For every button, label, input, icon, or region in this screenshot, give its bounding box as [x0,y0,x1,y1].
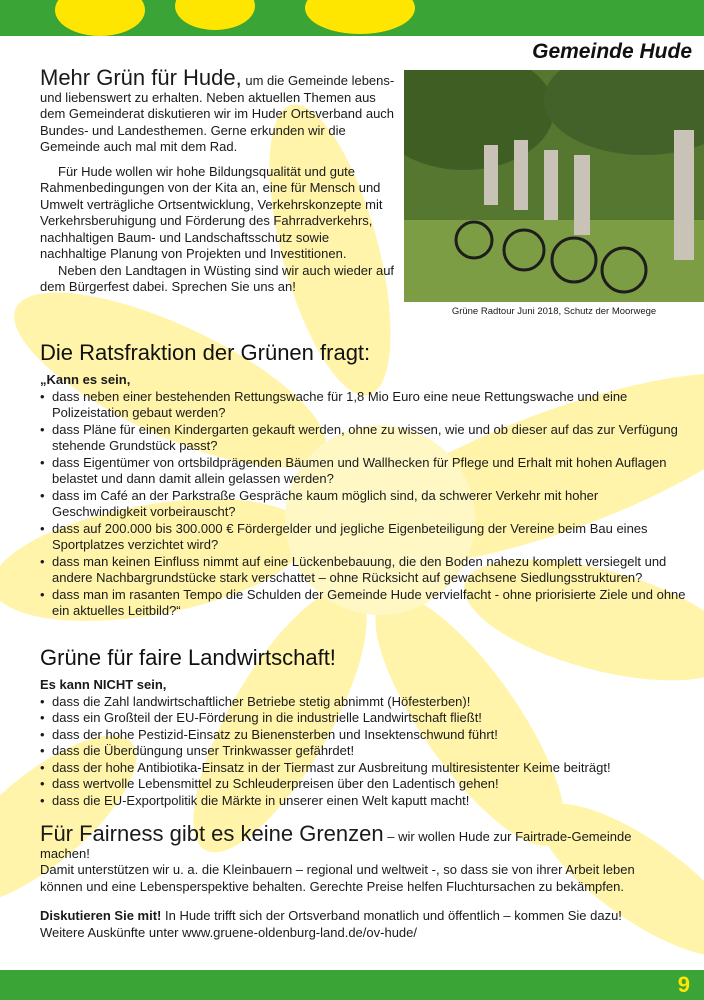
contact-line-1 [40,908,680,925]
photo-illustration [404,70,704,302]
fairness-heading: Für Fairness gibt es keine Grenzen [40,821,384,846]
ratsfraktion-section [40,340,690,620]
top-green-bar [0,0,704,36]
contact-section [40,908,680,941]
intro-heading: Mehr Grün für Hude, [40,65,242,90]
list-item: • dass man im rasanten Tempo die Schulden der Gemeinde Hude vervielfacht - ohne priorisierte Ziele und ohne ein aktuelles Leitbild?“ [40,587,690,620]
landwirtschaft-list [40,694,690,810]
list-item: • dass neben einer bestehenden Rettungswache für 1,8 Mio Euro eine neue Rettungswache und eine Polizeistation gebaut werden? [40,389,690,422]
bottom-green-bar [0,970,704,1000]
contact-text: In Hude trifft sich der Ortsverband monatlich und öffentlich – kommen Sie dazu! [161,908,622,923]
photo-caption: Grüne Radtour Juni 2018, Schutz der Moorwege [451,306,657,317]
intro-lead-text: um die Gemeinde lebens- und liebenswert zu erhalten. Neben aktuellen Themen aus dem Gemeinderat diskutieren wir im Huder Ortsverband auch Bundes- und Landesthemen. Gerne erkunden wir die Gemeinde auch mal mit dem Rad. [40,73,395,154]
fairness-heading-tail: – wir wollen Hude zur Fairtrade-Gemeinde machen! [40,829,632,861]
top-yellow-petals [0,0,704,36]
list-item: • dass Eigentümer von ortsbildprägenden Bäumen und Wallhecken für Pflege und Erhalt mit hohen Auflagen belastet und dann damit allein gelassen werden? [40,455,690,488]
list-item: • dass der hohe Antibiotika-Einsatz in der Tiermast zur Ausbreitung multiresistenter Keime beiträgt! [40,760,690,777]
fairness-heading-line [40,821,665,862]
bike-tour-photo [404,70,704,302]
intro-paragraph-1 [40,65,396,156]
list-item: • dass Pläne für einen Kindergarten gekauft werden, ohne zu wissen, wie und ob dieser auf das zur Verfügung stehende Grundstück passt? [40,422,690,455]
intro-paragraph-2: Für Hude wollen wir hohe Bildungsqualität und gute Rahmenbedingungen von der Kita an, eine für Mensch und Umwelt verträgliche Ortsentwicklung, Verkehrskonzepte mit Verkehrsberuhigung und Förderung des Fahrradverkehrs, nachhaltigen Baum- und Landschaftsschutz sowie nachhaltige Planung von Projekten und Investitionen. [40,163,383,261]
list-item: • dass man keinen Einfluss nimmt auf eine Lückenbebauung, die den Boden nahezu komplett versiegelt und andere Nachbargrundstücke stark verschattet – ohne Rücksicht auf gewachsene Siedlungsstrukturen? [40,554,690,587]
contact-line-2: Weitere Auskünfte unter www.gruene-oldenburg-land.de/ov-hude/ [40,924,417,940]
landwirtschaft-lead: Es kann NICHT sein, [40,677,167,692]
list-item: • dass die EU-Exportpolitik die Märkte in unserer einen Welt kaputt macht! [40,793,690,810]
contact-bold: Diskutieren Sie mit! [40,908,162,923]
list-item: • dass ein Großteil der EU-Förderung in die industrielle Landwirtschaft fließt! [40,710,690,727]
list-item: • dass der hohe Pestizid-Einsatz zu Bienensterben und Insektenschwund führt! [40,727,690,744]
landwirtschaft-section [40,645,690,809]
fairness-section [40,821,665,895]
list-item: • dass auf 200.000 bis 300.000 € Fördergelder und jegliche Eigenbeteiligung der Vereine beim Bau eines Sportplatzes verzichtet wird? [40,521,690,554]
municipality-title: Gemeinde Hude [532,40,692,63]
list-item: • dass die Überdüngung unser Trinkwasser gefährdet! [40,743,690,760]
list-item: • dass die Zahl landwirtschaftlicher Betriebe stetig abnimmt (Höfesterben)! [40,694,690,711]
ratsfraktion-list [40,389,690,620]
page-number: 9 [677,972,690,997]
ratsfraktion-lead: „Kann es sein, [40,372,131,387]
list-item: • dass im Café an der Parkstraße Gespräche kaum möglich sind, da schwerer Verkehr mit hoher Geschwindigkeit vorbeirauscht? [40,488,690,521]
ratsfraktion-heading: Die Ratsfraktion der Grünen fragt: [40,340,371,365]
intro-paragraph-3: Neben den Landtagen in Wüsting sind wir auch wieder auf dem Bürgerfest dabei. Sprechen Sie uns an! [40,262,395,294]
intro-section [40,65,396,296]
fairness-body: Damit unterstützen wir u. a. die Kleinbauern – regional und weltweit -, so dass sie von ihrer Arbeit leben können und eine Lebensperspektive behalten. Gerechte Preise helfen Fluchtursachen zu bekämpfen. [40,862,635,894]
landwirtschaft-heading: Grüne für faire Landwirtschaft! [40,645,336,670]
list-item: • dass wertvolle Lebensmittel zu Schleuderpreisen über den Ladentisch gehen! [40,776,690,793]
